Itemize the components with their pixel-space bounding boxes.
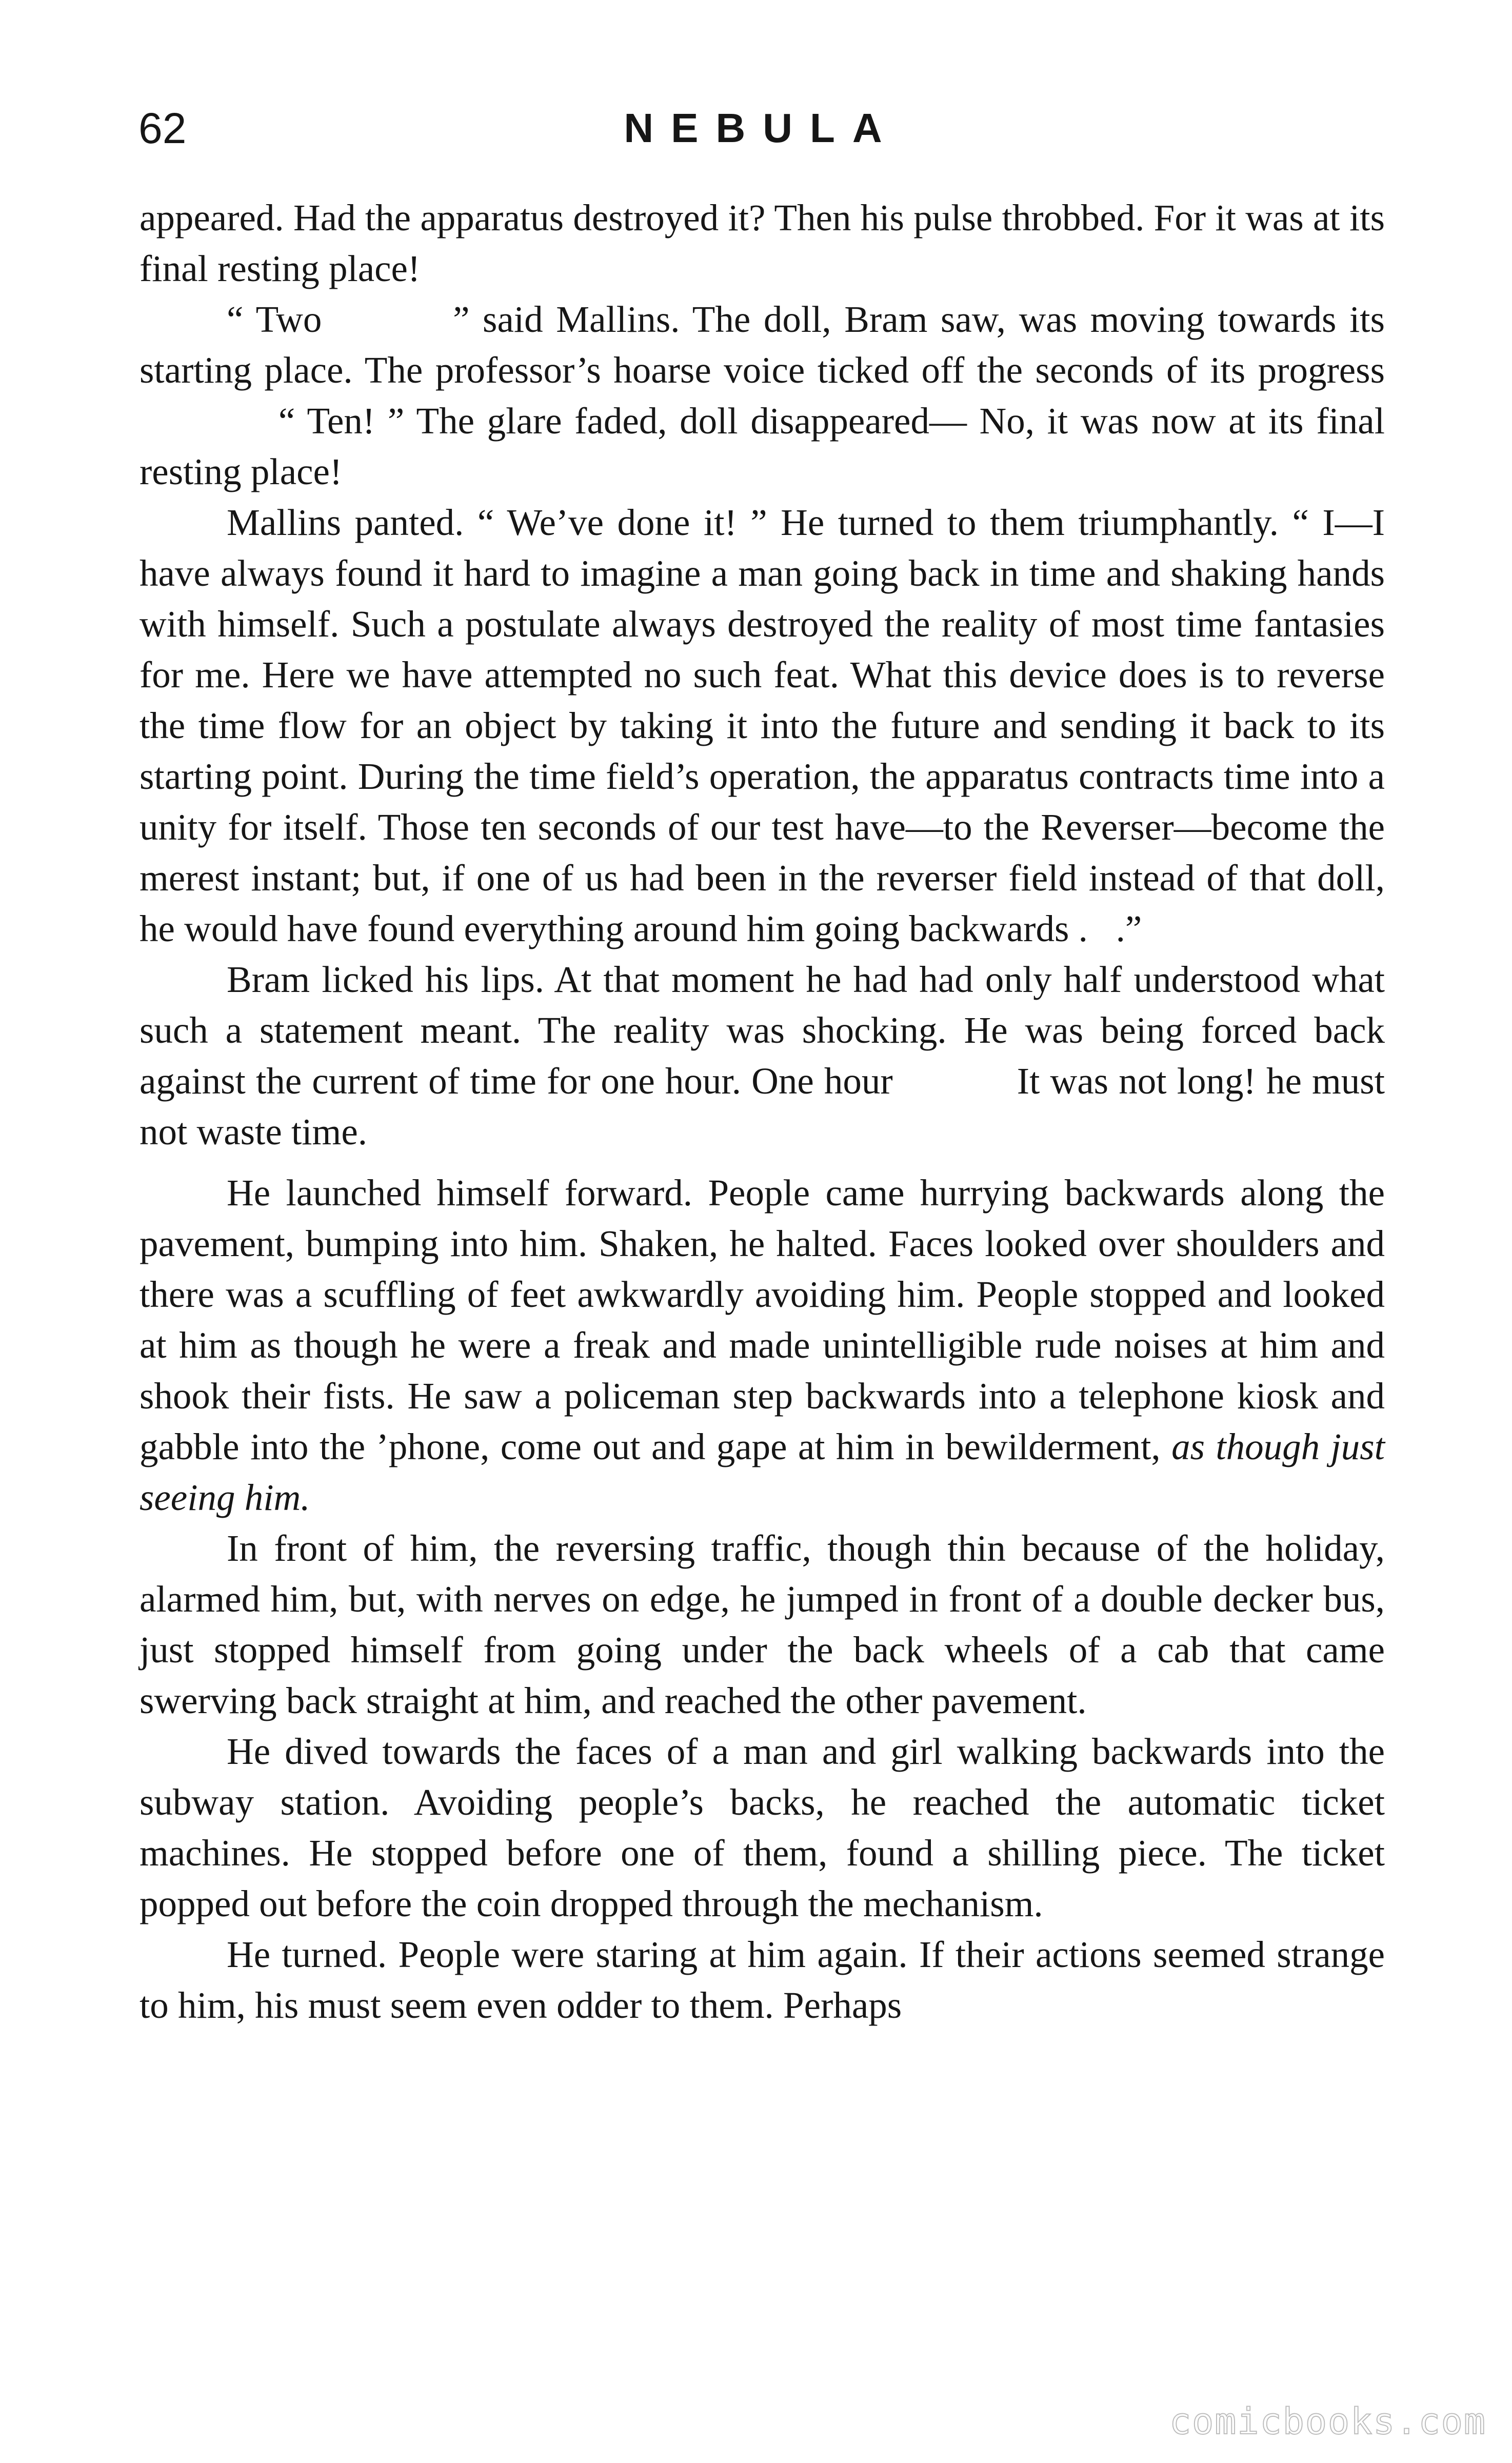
italic-phrase: as though just seeing him. [140, 1426, 1385, 1518]
paragraph: Bram licked his lips. At that moment he had had only half understood what such a statement meant. The reality was shocking. He was being forced back against the current of time for one hour. One hour It was not long! he must not waste time. [140, 959, 1385, 1153]
body-text [140, 192, 1385, 2031]
paragraph: appeared. Had the apparatus destroyed it? Then his pulse throbbed. For it was at its final resting place! [140, 197, 1385, 289]
paragraph: “ Two ” said Mallins. The doll, Bram saw, was moving towards its starting place. The professor’s hoarse voice ticked off the seconds of its progress “ Ten! ” The glare faded, doll disappeared— No, it was now at its final resting place! [140, 299, 1385, 492]
paragraph: Mallins panted. “ We’ve done it! ” He turned to them triumphantly. “ I—I have always found it hard to imagine a man going back in time and shaking hands with himself. Such a postulate always destroyed the reality of most time fantasies for me. Here we have attempted no such feat. What this device does is to reverse the time flow for an object by taking it into the future and sending it back to its starting point. During the time field’s operation, the apparatus contracts time into a unity for itself. Those ten seconds of our test have—to the Reverser—become the merest instant; but, if one of us had been in the reverser field instead of that doll, he would have found everything around him going backwards . .” [140, 502, 1385, 949]
page-header [138, 97, 1385, 159]
paragraph: He turned. People were staring at him again. If their actions seemed strange to him, his must seem even odder to them. Perhaps [140, 1934, 1385, 2026]
watermark: comicbooks.com [1169, 2400, 1486, 2442]
paragraph: He dived towards the faces of a man and girl walking backwards into the subway station. Avoiding people’s backs, he reached the automatic ticket machines. He stopped before one of them, found a shilling piece. The ticket popped out before the coin dropped through the mechanism. [140, 1731, 1385, 1924]
paragraph: In front of him, the reversing traffic, though thin because of the holiday, alarmed him, but, with nerves on edge, he jumped in front of a double decker bus, just stopped himself from going under the back wheels of a cab that came swerving back straight at him, and reached the other pavement. [140, 1527, 1385, 1721]
running-title: NEBULA [624, 105, 900, 151]
paragraph-text: He launched himself forward. People came hurrying backwards along the pavement, bumping into him. Shaken, he halted. Faces looked over shoulders and there was a scuffling of feet awkwardly avoiding him. People stopped and looked at him as though he were a freak and made unintelligible rude noises at him and shook their fists. He saw a policeman step backwards into a telephone kiosk and gabble into the ’phone, come out and gape at him in bewilderment, [140, 1172, 1385, 1467]
paragraph [140, 1167, 1385, 1523]
page-number: 62 [138, 104, 187, 152]
